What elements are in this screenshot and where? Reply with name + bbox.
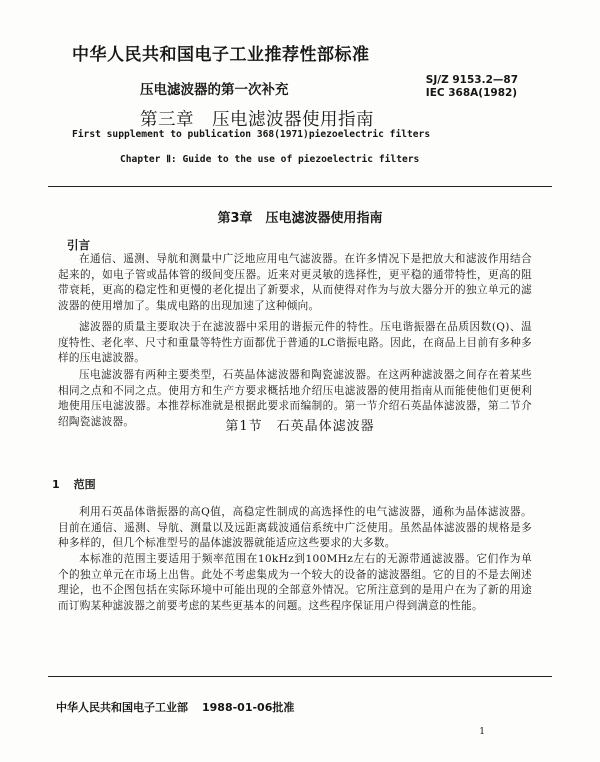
subsection-number: 1 [52, 478, 60, 491]
top-divider [48, 186, 552, 187]
intro-heading: 引言 [67, 238, 90, 252]
standard-codes [426, 74, 518, 100]
bottom-divider [48, 676, 552, 677]
subsection-heading [52, 476, 96, 492]
sj-code: SJ/Z 9153.2—87 [425, 74, 518, 86]
issuer: 中华人民共和国电子工业部 [56, 701, 188, 714]
intro-paragraph: 压电滤波器有两种主要类型，石英晶体滤波器和陶瓷滤波器。在这两种滤波器之间存在着某些相同之点和不同之点。使用方和生产方要求概括地介绍压电滤波器的使用指南从而能使他们更便利地使用压电滤波器。本推荐标准就是根据此要求而编制的。第一节介绍石英晶体滤波器，第二节介绍陶瓷滤波器。 [58, 369, 532, 429]
chapter-title-cn: 第三章 压电滤波器使用指南 [140, 110, 374, 130]
section-title: 第1节 石英晶体滤波器 [225, 419, 375, 434]
scope-paragraph: 本标准的范围主要适用于频率范围在10kHz到100MHz左右的无源带通滤波器。它们作为单个的独立单元在市场上出售。此处不考虑集成为一个较大的设备的滤波器组。它的目的不是去阐述理论，也不企图包括在实际环境中可能出现的全部意外情况。它所注意到的是用户在为了新的用途而订购某种滤波器之前要考虑的某些更基本的问题。这些程序保证用户得到满意的性能。 [58, 553, 532, 613]
title-block [140, 78, 374, 131]
scope-paragraph: 利用石英晶体谐振器的高Q值，高稳定性制成的高选择性的电气滤波器，通称为晶体滤波器。目前在通信、遥测、导航、测量以及远距离载波通信系统中广泛使用。虽然晶体滤波器的规格是多种多样的，但几个标准型号的晶体滤波器就能适应这些要求的大多数。 [58, 506, 532, 550]
intro-paragraph: 在通信、遥测、导航和测量中广泛地应用电气滤波器。在许多情况下是把放大和滤波作用结合起来的，如电子管或晶体管的级间变压器。近来对更灵敏的选择性，更平稳的通带特性，更高的阻带衰耗，更高的稳定性和更慢的老化提出了新要求，从而使得对作为与放大器分开的独立单元的滤波器的使用增加了。集成电路的出现加速了这种倾向。 [58, 253, 532, 313]
subsection-title: 范围 [73, 478, 96, 491]
supplement-title-en: First supplement to publication 368(1971)piezoelectric filters [72, 129, 431, 140]
iec-code: IEC 368A(1982) [425, 87, 518, 99]
chapter-title-en: Chapter Ⅱ: Guide to the use of piezoelectric filters [120, 154, 420, 165]
standard-type-header: 中华人民共和国电子工业推荐性部标准 [72, 45, 370, 65]
intro-paragraph: 滤波器的质量主要取决于在滤波器中采用的谐振元件的特性。压电谐振器在品质因数(Q)、温度特性、老化率、尺寸和重量等特性方面都优于普通的LC谐振电路。因此，在商品上目前有多种多样的压电滤波器。 [58, 321, 532, 365]
footer-line [56, 699, 294, 715]
chapter-heading: 第3章 压电滤波器使用指南 [217, 211, 383, 226]
approval-date: 1988-01-06批准 [202, 701, 295, 714]
supplement-title-cn: 压电滤波器的第一次补充 [140, 82, 289, 98]
page-number: 1 [479, 727, 485, 737]
